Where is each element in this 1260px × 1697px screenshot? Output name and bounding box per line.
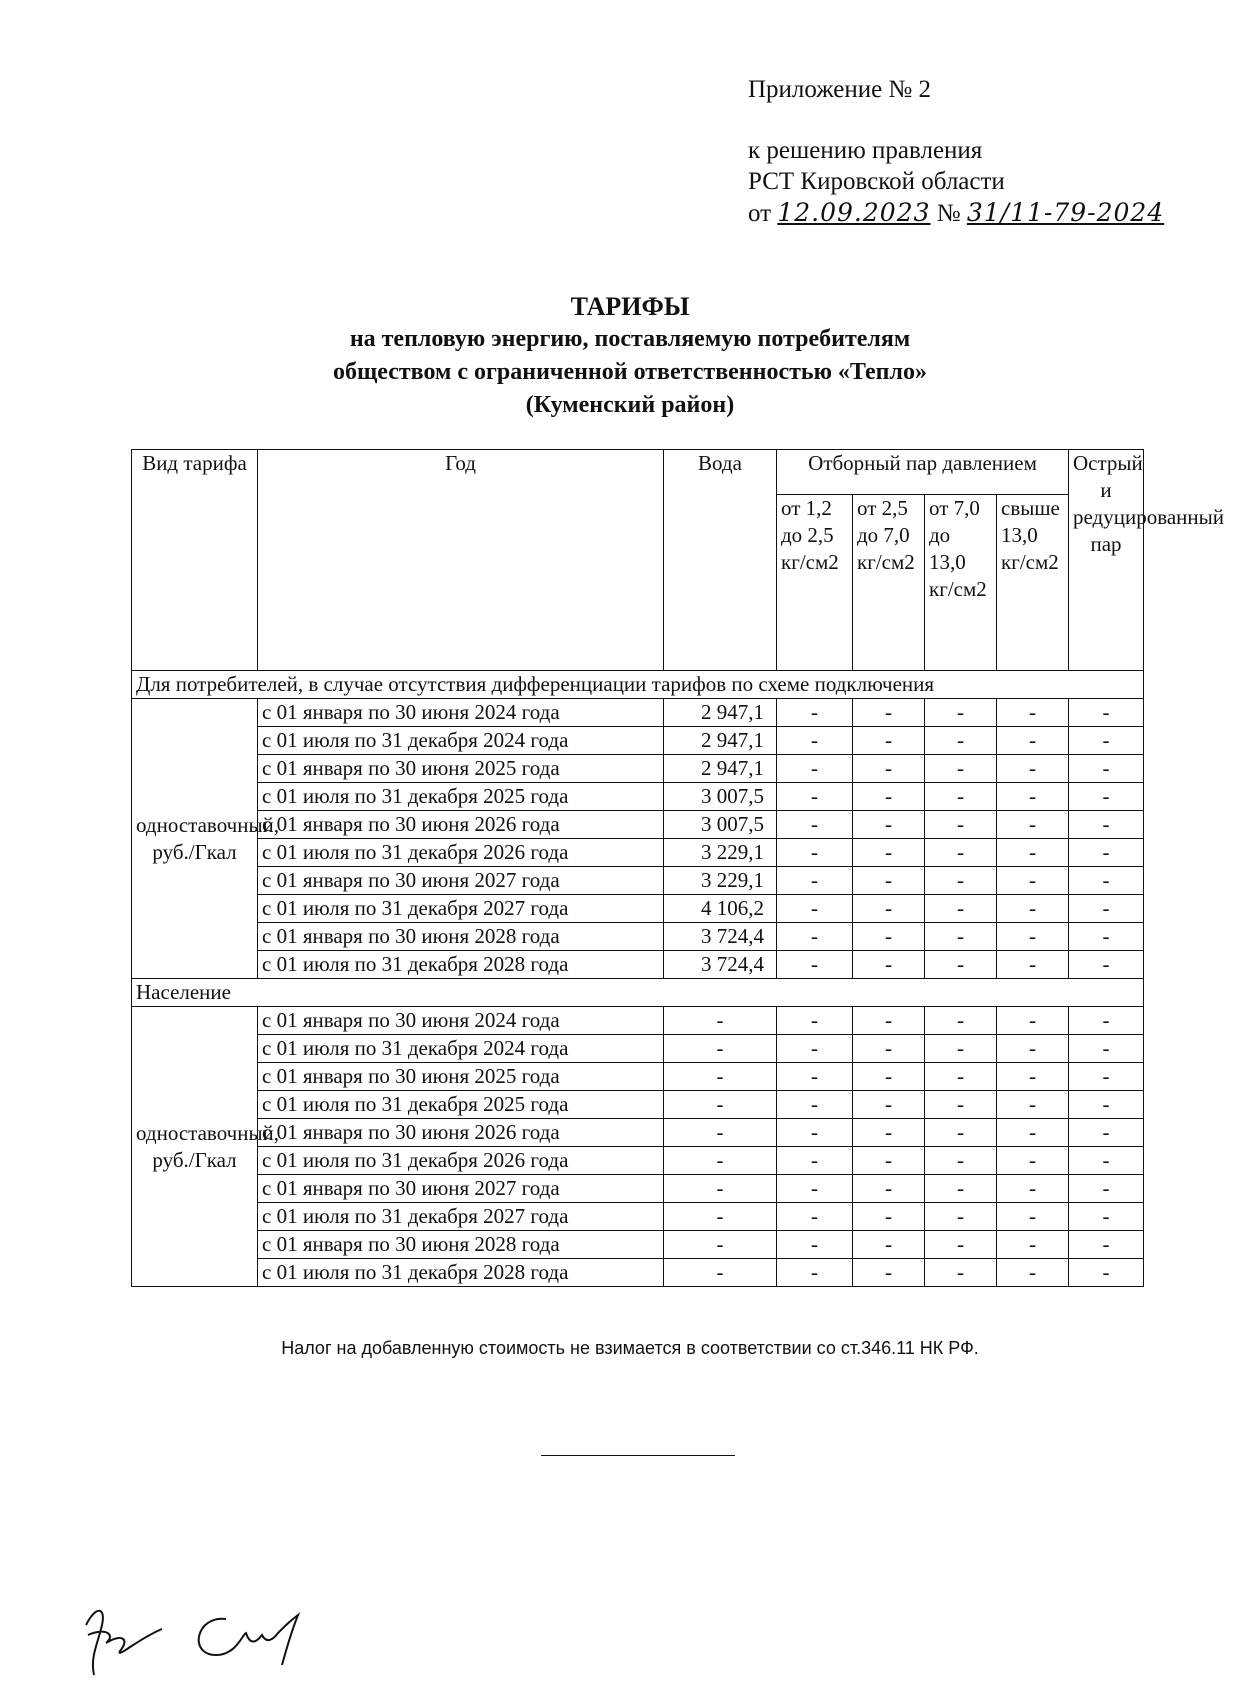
steam-tariff-cell: - [1069,923,1144,951]
title-line-2: обществом с ограниченной ответственностью «Тепло» [333,359,927,385]
water-tariff-cell: - [664,1007,777,1035]
steam-tariff-cell: - [925,1119,997,1147]
header-kind: Вид тарифа [132,450,258,671]
steam-tariff-cell: - [925,1203,997,1231]
steam-tariff-cell: - [853,1063,925,1091]
steam-tariff-cell: - [997,811,1069,839]
steam-tariff-cell: - [1069,1203,1144,1231]
steam-tariff-cell: - [1069,1119,1144,1147]
steam-tariff-cell: - [925,895,997,923]
table-row [132,923,1144,951]
section-row [132,979,1144,1007]
tariff-kind: одноставочный, руб./Гкал [132,1007,258,1287]
steam-tariff-cell: - [1069,1007,1144,1035]
steam-tariff-cell: - [1069,811,1144,839]
steam-tariff-cell: - [997,1091,1069,1119]
header-steam-2: от 2,5 до 7,0 кг/см2 [853,495,925,671]
steam-tariff-cell: - [853,867,925,895]
table-row [132,951,1144,979]
water-tariff-cell: 3 724,4 [664,951,777,979]
table-row [132,839,1144,867]
steam-tariff-cell: - [853,839,925,867]
steam-tariff-cell: - [1069,951,1144,979]
steam-tariff-cell: - [1069,1035,1144,1063]
steam-tariff-cell: - [997,755,1069,783]
header-sharp-steam: Острый и редуцированный пар [1069,450,1144,671]
table-row [132,867,1144,895]
steam-tariff-cell: - [853,1091,925,1119]
steam-tariff-cell: - [853,895,925,923]
steam-tariff-cell: - [853,727,925,755]
water-tariff-cell: 4 106,2 [664,895,777,923]
steam-tariff-cell: - [853,783,925,811]
steam-tariff-cell: - [1069,867,1144,895]
table-row [132,1063,1144,1091]
period-cell: с 01 июля по 31 декабря 2026 года [258,1147,664,1175]
table-row [132,1035,1144,1063]
signature-handwritten [76,1595,336,1685]
steam-tariff-cell: - [1069,755,1144,783]
water-tariff-cell: 3 007,5 [664,811,777,839]
steam-tariff-cell: - [997,839,1069,867]
steam-tariff-cell: - [853,1007,925,1035]
steam-tariff-cell: - [1069,839,1144,867]
period-cell: с 01 января по 30 июня 2026 года [258,811,664,839]
table-row [132,727,1144,755]
water-tariff-cell: - [664,1203,777,1231]
section-row [132,671,1144,699]
steam-tariff-cell: - [997,895,1069,923]
steam-tariff-cell: - [853,1259,925,1287]
period-cell: с 01 января по 30 июня 2024 года [258,699,664,727]
date-prefix: от [748,200,772,227]
section-title: Для потребителей, в случае отсутствия дифференциации тарифов по схеме подключения [132,671,1144,699]
table-row [132,1175,1144,1203]
steam-tariff-cell: - [925,1091,997,1119]
steam-tariff-cell: - [777,1119,853,1147]
steam-tariff-cell: - [1069,1231,1144,1259]
steam-tariff-cell: - [925,1147,997,1175]
steam-tariff-cell: - [777,867,853,895]
steam-tariff-cell: - [997,1035,1069,1063]
steam-tariff-cell: - [1069,1175,1144,1203]
water-tariff-cell: - [664,1175,777,1203]
table-row [132,1231,1144,1259]
water-tariff-cell: 2 947,1 [664,727,777,755]
steam-tariff-cell: - [925,811,997,839]
table-row [132,783,1144,811]
steam-tariff-cell: - [777,1231,853,1259]
steam-tariff-cell: - [997,923,1069,951]
decision-date: 12.09.2023 [777,198,931,227]
appendix-block [748,74,1164,229]
period-cell: с 01 июля по 31 декабря 2024 года [258,1035,664,1063]
steam-tariff-cell: - [997,1119,1069,1147]
period-cell: с 01 июля по 31 декабря 2028 года [258,951,664,979]
steam-tariff-cell: - [925,755,997,783]
steam-tariff-cell: - [777,727,853,755]
period-cell: с 01 января по 30 июня 2026 года [258,1119,664,1147]
steam-tariff-cell: - [777,755,853,783]
steam-tariff-cell: - [925,923,997,951]
steam-tariff-cell: - [777,1007,853,1035]
steam-tariff-cell: - [997,1203,1069,1231]
appendix-number: Приложение № 2 [748,76,932,103]
header-steam-1: от 1,2 до 2,5 кг/см2 [777,495,853,671]
steam-tariff-cell: - [853,951,925,979]
table-row [132,755,1144,783]
steam-tariff-cell: - [777,1259,853,1287]
water-tariff-cell: 2 947,1 [664,755,777,783]
water-tariff-cell: 3 229,1 [664,839,777,867]
steam-tariff-cell: - [777,923,853,951]
water-tariff-cell: - [664,1119,777,1147]
steam-tariff-cell: - [1069,1259,1144,1287]
header-year: Год [258,450,664,671]
closing-rule [541,1455,735,1456]
steam-tariff-cell: - [925,1035,997,1063]
steam-tariff-cell: - [997,1175,1069,1203]
steam-tariff-cell: - [777,1147,853,1175]
steam-tariff-cell: - [1069,1091,1144,1119]
steam-tariff-cell: - [853,1175,925,1203]
water-tariff-cell: - [664,1231,777,1259]
water-tariff-cell: 3 724,4 [664,923,777,951]
table-row [132,1091,1144,1119]
steam-tariff-cell: - [777,839,853,867]
steam-tariff-cell: - [777,699,853,727]
title-line-3: (Куменский район) [525,392,735,418]
steam-tariff-cell: - [777,1063,853,1091]
steam-tariff-cell: - [997,951,1069,979]
period-cell: с 01 января по 30 июня 2028 года [258,1231,664,1259]
table-row [132,1147,1144,1175]
water-tariff-cell: - [664,1035,777,1063]
water-tariff-cell: 3 229,1 [664,867,777,895]
steam-tariff-cell: - [777,1175,853,1203]
table-row [132,811,1144,839]
table-row [132,699,1144,727]
steam-tariff-cell: - [777,783,853,811]
steam-tariff-cell: - [997,1147,1069,1175]
steam-tariff-cell: - [925,1231,997,1259]
water-tariff-cell: - [664,1147,777,1175]
period-cell: с 01 июля по 31 декабря 2028 года [258,1259,664,1287]
steam-tariff-cell: - [997,1259,1069,1287]
steam-tariff-cell: - [853,755,925,783]
steam-tariff-cell: - [925,727,997,755]
steam-tariff-cell: - [853,1147,925,1175]
period-cell: с 01 июля по 31 декабря 2026 года [258,839,664,867]
period-cell: с 01 июля по 31 декабря 2027 года [258,895,664,923]
table-row [132,1007,1144,1035]
steam-tariff-cell: - [853,1119,925,1147]
header-steam-3: от 7,0 до 13,0 кг/см2 [925,495,997,671]
steam-tariff-cell: - [1069,783,1144,811]
steam-tariff-cell: - [997,1231,1069,1259]
header-steam: Отборный пар давлением [777,450,1069,495]
water-tariff-cell: - [664,1091,777,1119]
steam-tariff-cell: - [925,839,997,867]
steam-tariff-cell: - [777,811,853,839]
period-cell: с 01 июля по 31 декабря 2025 года [258,1091,664,1119]
steam-tariff-cell: - [997,867,1069,895]
steam-tariff-cell: - [853,1203,925,1231]
steam-tariff-cell: - [925,867,997,895]
steam-tariff-cell: - [777,1035,853,1063]
steam-tariff-cell: - [853,1231,925,1259]
header-steam-4: свыше 13,0 кг/см2 [997,495,1069,671]
water-tariff-cell: - [664,1063,777,1091]
water-tariff-cell: 2 947,1 [664,699,777,727]
title-line-1: на тепловую энергию, поставляемую потребителям [349,326,911,352]
tariff-kind: одноставочный, руб./Гкал [132,699,258,979]
steam-tariff-cell: - [997,783,1069,811]
steam-tariff-cell: - [925,699,997,727]
water-tariff-cell: 3 007,5 [664,783,777,811]
period-cell: с 01 января по 30 июня 2027 года [258,867,664,895]
steam-tariff-cell: - [925,1063,997,1091]
period-cell: с 01 января по 30 июня 2027 года [258,1175,664,1203]
steam-tariff-cell: - [1069,1063,1144,1091]
steam-tariff-cell: - [925,1007,997,1035]
table-row [132,1259,1144,1287]
steam-tariff-cell: - [1069,895,1144,923]
title-main: ТАРИФЫ [570,292,690,321]
steam-tariff-cell: - [853,1035,925,1063]
steam-tariff-cell: - [1069,699,1144,727]
decision-line-1: к решению правления [748,137,983,164]
steam-tariff-cell: - [777,895,853,923]
table-row [132,895,1144,923]
steam-tariff-cell: - [777,1091,853,1119]
steam-tariff-cell: - [997,1063,1069,1091]
table-row [132,1203,1144,1231]
steam-tariff-cell: - [925,1175,997,1203]
period-cell: с 01 января по 30 июня 2025 года [258,1063,664,1091]
period-cell: с 01 июля по 31 декабря 2024 года [258,727,664,755]
tariff-table-body [132,671,1144,1287]
steam-tariff-cell: - [925,783,997,811]
steam-tariff-cell: - [1069,1147,1144,1175]
document-title [0,290,1260,422]
steam-tariff-cell: - [853,699,925,727]
steam-tariff-cell: - [853,923,925,951]
decision-number: 31/11-79-2024 [966,198,1165,227]
steam-tariff-cell: - [997,727,1069,755]
steam-tariff-cell: - [925,951,997,979]
vat-note: Налог на добавленную стоимость не взимается в соответствии со ст.346.11 НК РФ. [281,1338,979,1358]
steam-tariff-cell: - [925,1259,997,1287]
steam-tariff-cell: - [997,699,1069,727]
water-tariff-cell: - [664,1259,777,1287]
steam-tariff-cell: - [997,1007,1069,1035]
period-cell: с 01 января по 30 июня 2025 года [258,755,664,783]
tariff-table [131,449,1225,1287]
period-cell: с 01 января по 30 июня 2028 года [258,923,664,951]
steam-tariff-cell: - [853,811,925,839]
period-cell: с 01 июля по 31 декабря 2027 года [258,1203,664,1231]
table-row [132,1119,1144,1147]
header-water: Вода [664,450,777,671]
steam-tariff-cell: - [777,951,853,979]
section-title: Население [132,979,1144,1007]
steam-tariff-cell: - [777,1203,853,1231]
decision-date-line [748,197,1164,229]
period-cell: с 01 июля по 31 декабря 2025 года [258,783,664,811]
decision-line-2: РСТ Кировской области [748,168,1005,195]
steam-tariff-cell: - [1069,727,1144,755]
number-prefix: № [936,200,961,227]
period-cell: с 01 января по 30 июня 2024 года [258,1007,664,1035]
